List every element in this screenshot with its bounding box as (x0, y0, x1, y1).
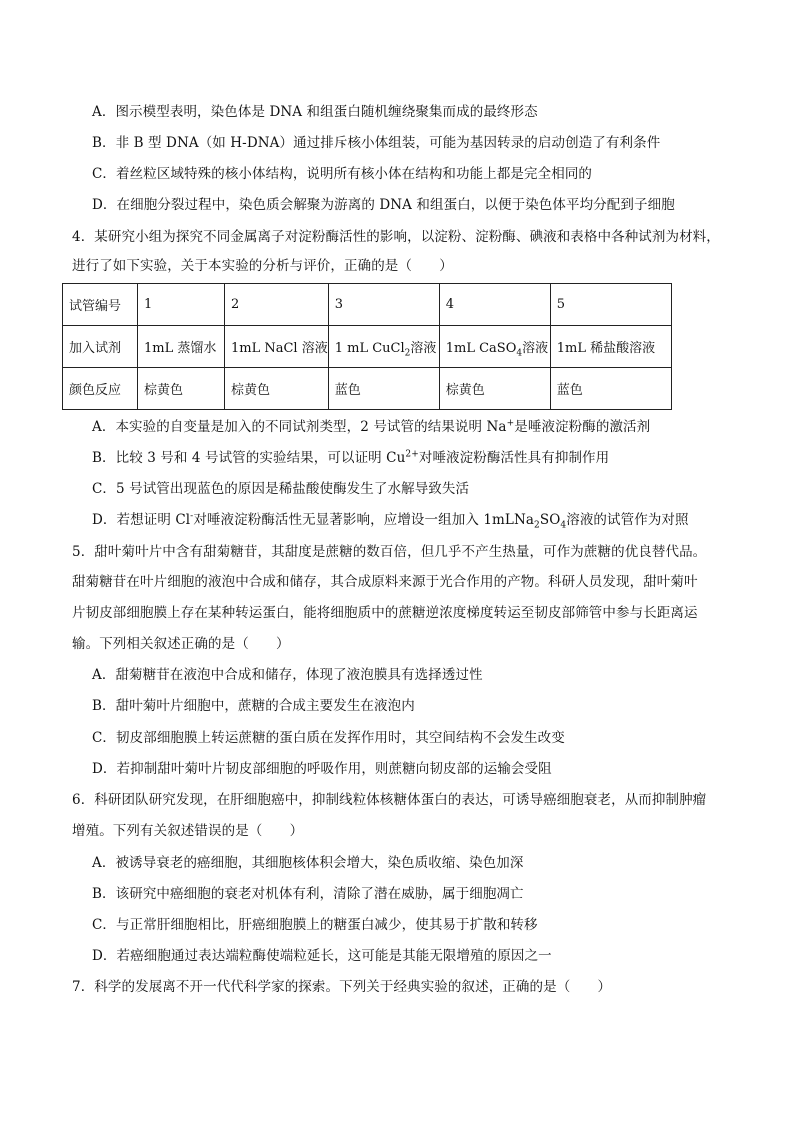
q5-option-b: B．甜叶菊叶片细胞中，蔗糖的合成主要发生在液泡内 (92, 698, 415, 714)
table-cell: 1mL 稀盐酸溶液 (550, 326, 671, 368)
q3-option-d: D．在细胞分裂过程中，染色质会解聚为游离的 DNA 和组蛋白，以便于染色体平均分配到子细胞 (92, 197, 675, 213)
q4-option-d (92, 510, 689, 530)
subscript: 2 (404, 348, 411, 359)
row-header: 试管编号 (63, 284, 138, 326)
option-text: SO (539, 512, 561, 528)
q5-option-a: A．甜菊糖苷在液泡中合成和储存，体现了液泡膜具有选择透过性 (92, 667, 483, 683)
q4-option-a (92, 417, 650, 437)
table-cell: 1mL NaCl 溶液 (225, 326, 329, 368)
table-cell (328, 326, 439, 368)
q6-option-a: A．被诱导衰老的癌细胞，其细胞核体积会增大，染色质收缩、染色加深 (92, 855, 524, 871)
q5-option-d: D．若抑制甜叶菊叶片韧皮部细胞的呼吸作用，则蔗糖向韧皮部的运输会受阻 (92, 761, 552, 777)
reagent-text: 溶液 (410, 341, 437, 356)
table-cell: 棕黄色 (439, 368, 550, 410)
row-header: 颜色反应 (63, 368, 138, 410)
superscript: - (190, 511, 194, 522)
table-row-tube-number (63, 284, 672, 326)
q5-stem-line3: 片韧皮部细胞膜上存在某种转运蛋白，能将细胞质中的蔗糖逆浓度梯度转运至韧皮部筛管中参与长距离运 (72, 605, 698, 621)
q4-stem-line2: 进行了如下实验，关于本实验的分析与评价，正确的是（ ） (72, 258, 453, 274)
table-cell: 1 (138, 284, 225, 326)
table-cell: 蓝色 (328, 368, 439, 410)
q3-option-b: B．非 B 型 DNA（如 H-DNA）通过排斥核小体组装，可能为基因转录的启动创造了有利条件 (92, 135, 661, 151)
option-text: 对唾液淀粉酶活性无显著影响，应增设一组加入 1mLNa (193, 512, 535, 528)
q6-stem-line2: 增殖。下列有关叙述错误的是（ ） (72, 823, 304, 839)
q4-option-b (92, 448, 609, 468)
table-row-color (63, 368, 672, 410)
table-cell: 棕黄色 (225, 368, 329, 410)
table-cell: 4 (439, 284, 550, 326)
q4-experiment-table (62, 283, 672, 410)
table-cell: 5 (550, 284, 671, 326)
q4-stem-line1: 4．某研究小组为探究不同金属离子对淀粉酶活性的影响，以淀粉、淀粉酶、碘液和表格中各种试剂为材料， (72, 229, 720, 245)
q6-option-c: C．与正常肝细胞相比，肝癌细胞膜上的糖蛋白减少，使其易于扩散和转移 (92, 917, 538, 933)
q6-option-b: B．该研究中癌细胞的衰老对机体有利，清除了潜在威胁，属于细胞凋亡 (92, 886, 524, 902)
q7-stem-line1: 7．科学的发展离不开一代代科学家的探索。下列关于经典实验的叙述，正确的是（ ） (72, 979, 612, 995)
q5-stem-line1: 5．甜叶菊叶片中含有甜菊糖苷，其甜度是蔗糖的数百倍，但几乎不产生热量，可作为蔗糖的优良替代品。 (72, 544, 707, 560)
q5-stem-line4: 输。下列相关叙述正确的是（ ） (72, 636, 290, 652)
subscript: 2 (534, 520, 540, 531)
subscript: 4 (516, 348, 523, 359)
q3-option-a: A．图示模型表明，染色体是 DNA 和组蛋白随机缠绕聚集而成的最终形态 (92, 104, 538, 120)
table-cell: 蓝色 (550, 368, 671, 410)
q6-option-d: D．若癌细胞通过表达端粒酶使端粒延长，这可能是其能无限增殖的原因之一 (92, 948, 552, 964)
table-row-reagent (63, 326, 672, 368)
superscript: + (506, 418, 515, 429)
option-text: D．若想证明 Cl (92, 512, 191, 528)
option-text: 是唾液淀粉酶的激活剂 (514, 419, 651, 435)
table-cell: 3 (328, 284, 439, 326)
superscript: 2+ (405, 449, 419, 460)
table-cell (439, 326, 550, 368)
table-cell: 棕黄色 (138, 368, 225, 410)
q5-option-c: C．韧皮部细胞膜上转运蔗糖的蛋白质在发挥作用时，其空间结构不会发生改变 (92, 730, 565, 746)
row-header: 加入试剂 (63, 326, 138, 368)
q6-stem-line1: 6．科研团队研究发现，在肝细胞癌中，抑制线粒体核糖体蛋白的表达，可诱导癌细胞衰老，从而抑制肿瘤 (72, 792, 707, 808)
reagent-text: 1mL CaSO (445, 341, 517, 356)
reagent-text: 1 mL CuCl (334, 341, 405, 356)
q5-stem-line2: 甜菊糖苷在叶片细胞的液泡中合成和储存，其合成原料来源于光合作用的产物。科研人员发现，甜叶菊叶 (72, 574, 698, 590)
table-cell: 1mL 蒸馏水 (138, 326, 225, 368)
q4-option-c: C．5 号试管出现蓝色的原因是稀盐酸使酶发生了水解导致失活 (92, 481, 470, 497)
option-text: A．本实验的自变量是加入的不同试剂类型，2 号试管的结果说明 Na (92, 419, 507, 435)
q3-option-c: C．着丝粒区域特殊的核小体结构，说明所有核小体在结构和功能上都是完全相同的 (92, 166, 593, 182)
option-text: B．比较 3 号和 4 号试管的实验结果，可以证明 Cu (92, 450, 406, 466)
option-text: 对唾液淀粉酶活性具有抑制作用 (418, 450, 610, 466)
table-cell: 2 (225, 284, 329, 326)
subscript: 4 (560, 520, 567, 531)
option-text: 溶液的试管作为对照 (566, 512, 689, 528)
reagent-text: 溶液 (522, 341, 549, 356)
